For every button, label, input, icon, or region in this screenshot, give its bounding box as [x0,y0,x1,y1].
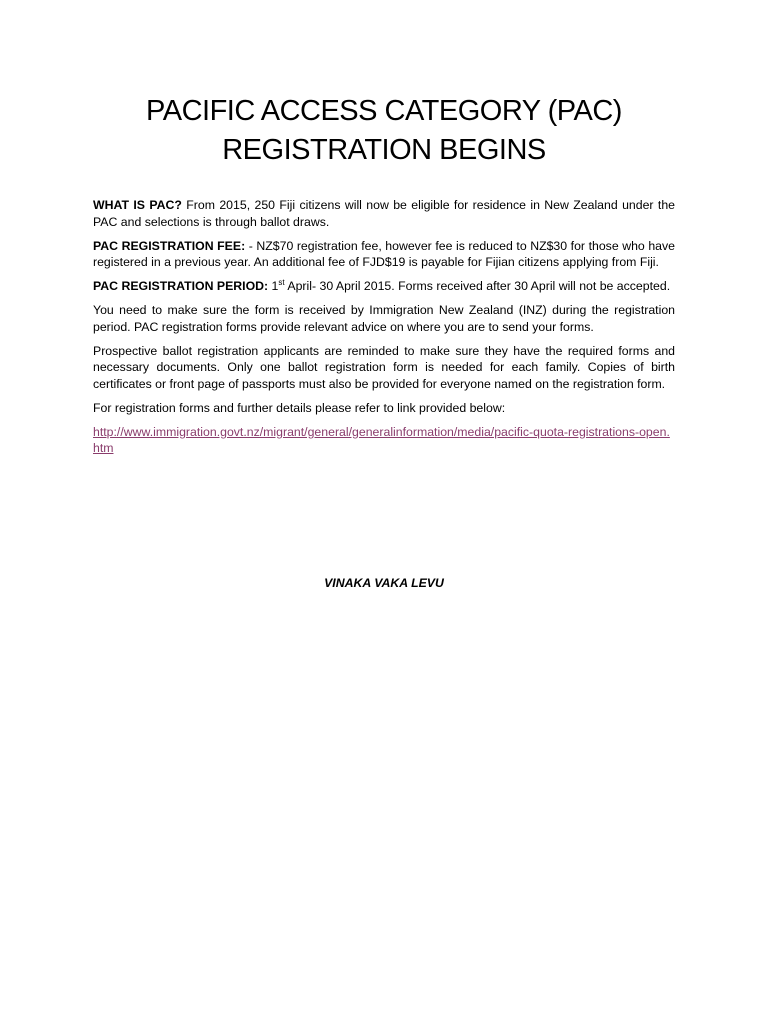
fee-label: PAC REGISTRATION FEE: [93,238,246,253]
period-label: PAC REGISTRATION PERIOD: [93,279,269,293]
document-body [93,197,675,464]
period-superscript: st [278,277,285,287]
title-line-2: REGISTRATION BEGINS [222,134,546,166]
paragraph-refer: For registration forms and further details please refer to link provided below: [93,400,506,415]
what-is-pac-text: From 2015, 250 Fiji citizens will now be eligible for residence in New Zealand under the PAC and selections is through ballot draws. [93,198,675,229]
what-is-pac-label: WHAT IS PAC? [93,198,182,212]
fee-text: - NZ$70 registration fee, however fee is reduced to NZ$30 for those who have registered in a previous year. An additional fee of FJD$19 is payable for Fijian citizens applying from Fiji. [93,238,675,269]
paragraph-registration-period [93,278,675,295]
page-title [0,92,768,170]
paragraph-registration-fee [93,238,675,271]
period-text-rest: April- 30 April 2015. Forms received after 30 April will not be accepted. [284,279,671,293]
paragraph-what-is-pac [93,197,675,230]
title-line-1: PACIFIC ACCESS CATEGORY (PAC) [146,95,622,127]
paragraph-inz: You need to make sure the form is received by Immigration New Zealand (INZ) during the registration period. PAC registration forms provide relevant advice on where you are to send your forms. [93,303,675,334]
paragraph-documents: Prospective ballot registration applicants are reminded to make sure they have the required forms and necessary documents. Only one ballot registration form is needed for each family. Copies of birth certificates or front page of passports must also be provided for everyone named on the registration form. [93,343,675,391]
paragraph-link [93,424,675,457]
closing-text: VINAKA VAKA LEVU [324,576,444,590]
registration-link[interactable]: http://www.immigration.govt.nz/migrant/general/generalinformation/media/pacific-quota-registrations-open.htm [93,424,670,455]
period-text-start: 1 [268,279,279,293]
